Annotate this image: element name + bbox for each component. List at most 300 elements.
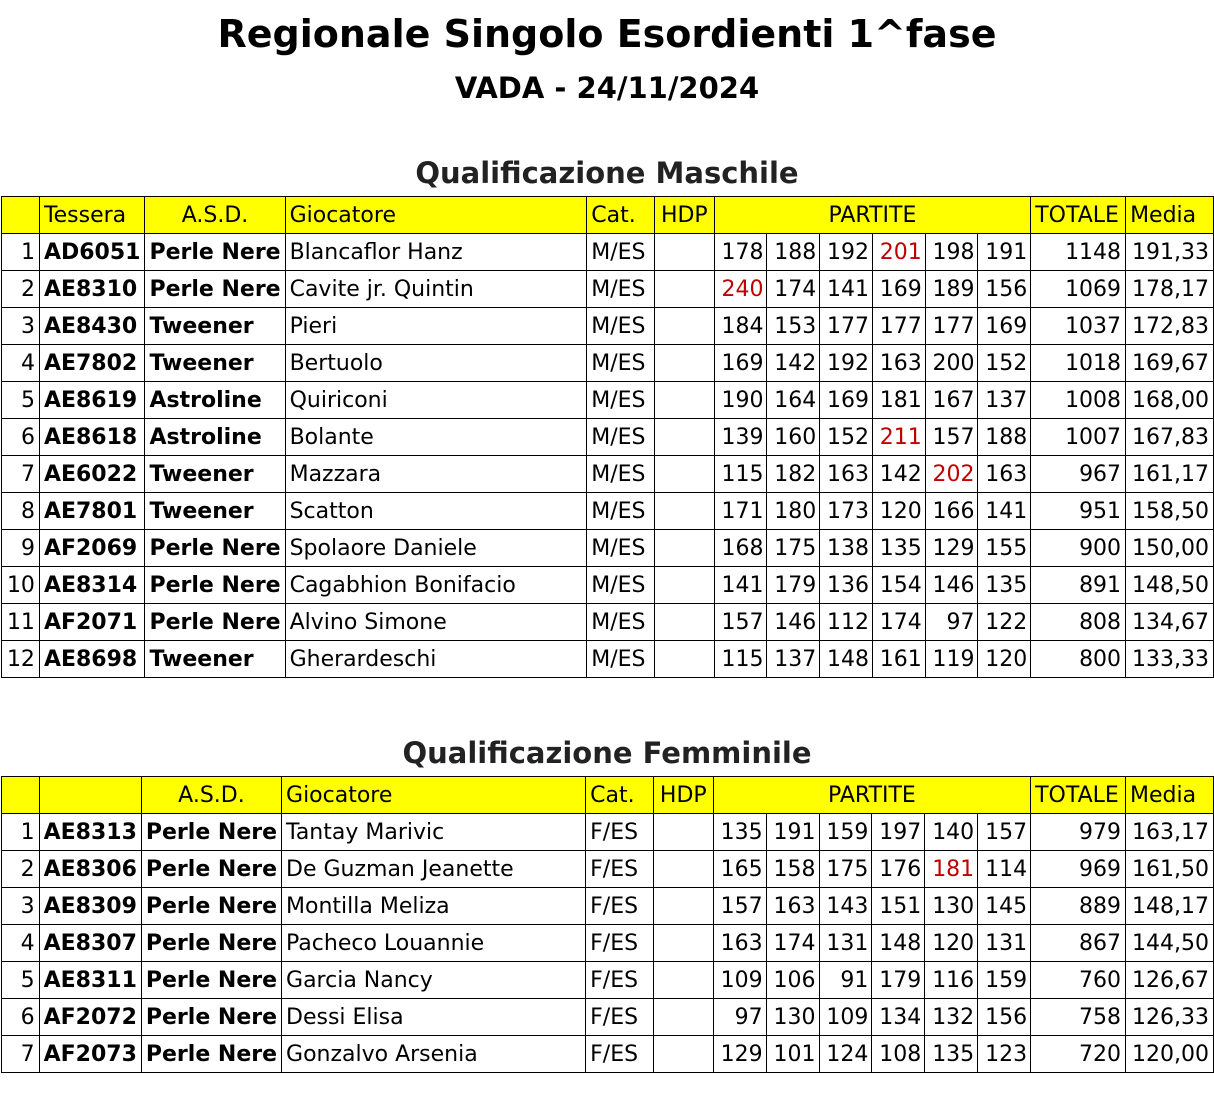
rank-cell: 4 <box>2 925 40 962</box>
hdp-cell <box>654 271 714 308</box>
game-score-cell: 177 <box>872 308 925 345</box>
game-score-cell: 155 <box>978 530 1031 567</box>
game-score-cell: 182 <box>767 456 820 493</box>
hdp-cell <box>654 419 714 456</box>
category-cell: M/ES <box>587 641 655 678</box>
game-score-cell: 169 <box>872 271 925 308</box>
club-cell: Perle Nere <box>141 999 281 1036</box>
game-score-cell: 119 <box>925 641 978 678</box>
total-cell: 967 <box>1031 456 1126 493</box>
game-score-cell: 97 <box>713 999 766 1036</box>
club-cell: Perle Nere <box>141 888 281 925</box>
hdp-cell <box>653 999 713 1036</box>
category-cell: F/ES <box>586 962 654 999</box>
hdp-cell <box>653 1036 713 1073</box>
table-row <box>2 308 1214 345</box>
player-name-cell: Pieri <box>285 308 587 345</box>
game-score-cell: 169 <box>978 308 1031 345</box>
female-section-title: Qualificazione Femminile <box>402 736 812 770</box>
hdp-cell <box>654 641 714 678</box>
game-score-cell: 120 <box>925 925 978 962</box>
game-score-cell: 91 <box>819 962 872 999</box>
hdp-cell <box>654 567 714 604</box>
average-cell: 148,50 <box>1126 567 1214 604</box>
average-cell: 133,33 <box>1126 641 1214 678</box>
average-cell: 167,83 <box>1126 419 1214 456</box>
rank-cell: 2 <box>2 851 40 888</box>
game-score-cell: 114 <box>978 851 1031 888</box>
game-score-cell: 163 <box>872 345 925 382</box>
game-score-cell: 140 <box>925 814 978 851</box>
header-giocatore: Giocatore <box>285 197 587 234</box>
game-score-cell: 177 <box>820 308 873 345</box>
table-row <box>2 345 1214 382</box>
game-score-cell: 157 <box>714 604 767 641</box>
game-score-cell: 109 <box>713 962 766 999</box>
game-score-cell: 154 <box>872 567 925 604</box>
game-score-cell: 145 <box>978 888 1031 925</box>
game-score-cell: 136 <box>820 567 873 604</box>
game-score-cell: 141 <box>820 271 873 308</box>
page-title: Regionale Singolo Esordienti 1^fase <box>217 12 997 56</box>
tessera-cell: AD6051 <box>39 234 145 271</box>
player-name-cell: Tantay Marivic <box>282 814 586 851</box>
player-name-cell: Montilla Meliza <box>282 888 586 925</box>
tessera-cell: AF2069 <box>39 530 145 567</box>
average-cell: 163,17 <box>1126 814 1214 851</box>
game-score-cell: 198 <box>925 234 978 271</box>
tessera-cell: AE8430 <box>39 308 145 345</box>
hdp-cell <box>653 925 713 962</box>
game-score-cell: 116 <box>925 962 978 999</box>
club-cell: Astroline <box>145 419 285 456</box>
game-score-cell: 168 <box>714 530 767 567</box>
game-score-cell: 163 <box>713 925 766 962</box>
event-subtitle: VADA - 24/11/2024 <box>454 71 760 105</box>
player-name-cell: Cavite jr. Quintin <box>285 271 587 308</box>
total-cell: 720 <box>1031 1036 1126 1073</box>
rank-cell: 5 <box>2 382 40 419</box>
category-cell: F/ES <box>586 888 654 925</box>
header-asd: A.S.D. <box>141 777 281 814</box>
total-cell: 1008 <box>1031 382 1126 419</box>
hdp-cell <box>654 456 714 493</box>
hdp-cell <box>653 962 713 999</box>
total-cell: 889 <box>1031 888 1126 925</box>
game-score-cell: 151 <box>872 888 925 925</box>
game-score-cell: 135 <box>713 814 766 851</box>
game-score-cell: 192 <box>820 345 873 382</box>
game-score-cell: 192 <box>820 234 873 271</box>
game-score-cell: 115 <box>714 641 767 678</box>
game-score-cell: 141 <box>714 567 767 604</box>
female-standings-table <box>1 776 1214 1073</box>
header-pos-cell <box>2 777 40 814</box>
category-cell: M/ES <box>587 530 655 567</box>
club-cell: Perle Nere <box>141 925 281 962</box>
game-score-cell: 108 <box>872 1036 925 1073</box>
game-score-cell: 115 <box>714 456 767 493</box>
game-score-cell: 179 <box>767 567 820 604</box>
game-score-cell: 157 <box>978 814 1031 851</box>
rank-cell: 11 <box>2 604 40 641</box>
table-row <box>2 814 1214 851</box>
game-score-cell: 148 <box>820 641 873 678</box>
hdp-cell <box>654 493 714 530</box>
header-partite: PARTITE <box>713 777 1030 814</box>
category-cell: M/ES <box>587 345 655 382</box>
header-tessera: Tessera <box>39 197 145 234</box>
club-cell: Perle Nere <box>145 530 285 567</box>
game-score-cell: 181 <box>925 851 978 888</box>
average-cell: 158,50 <box>1126 493 1214 530</box>
rank-cell: 1 <box>2 814 40 851</box>
category-cell: M/ES <box>587 567 655 604</box>
game-score-cell: 141 <box>978 493 1031 530</box>
total-cell: 808 <box>1031 604 1126 641</box>
game-score-cell: 169 <box>714 345 767 382</box>
table-row <box>2 382 1214 419</box>
header-row <box>2 197 1214 234</box>
game-score-cell: 160 <box>767 419 820 456</box>
game-score-cell: 163 <box>766 888 819 925</box>
game-score-cell: 201 <box>872 234 925 271</box>
club-cell: Perle Nere <box>141 1036 281 1073</box>
game-score-cell: 135 <box>925 1036 978 1073</box>
average-cell: 120,00 <box>1126 1036 1214 1073</box>
total-cell: 800 <box>1031 641 1126 678</box>
total-cell: 1018 <box>1031 345 1126 382</box>
game-score-cell: 146 <box>925 567 978 604</box>
game-score-cell: 131 <box>819 925 872 962</box>
total-cell: 1148 <box>1031 234 1126 271</box>
table-row <box>2 925 1214 962</box>
game-score-cell: 176 <box>872 851 925 888</box>
game-score-cell: 174 <box>872 604 925 641</box>
player-name-cell: Cagabhion Bonifacio <box>285 567 587 604</box>
rank-cell: 7 <box>2 1036 40 1073</box>
game-score-cell: 148 <box>872 925 925 962</box>
header-partite: PARTITE <box>714 197 1031 234</box>
game-score-cell: 165 <box>713 851 766 888</box>
tessera-cell: AE8310 <box>39 271 145 308</box>
player-name-cell: De Guzman Jeanette <box>282 851 586 888</box>
club-cell: Tweener <box>145 456 285 493</box>
game-score-cell: 156 <box>978 999 1031 1036</box>
category-cell: M/ES <box>587 271 655 308</box>
header-media: Media <box>1126 777 1214 814</box>
game-score-cell: 180 <box>767 493 820 530</box>
tessera-cell: AE8698 <box>39 641 145 678</box>
club-cell: Perle Nere <box>141 814 281 851</box>
club-cell: Perle Nere <box>145 567 285 604</box>
tessera-cell: AF2071 <box>39 604 145 641</box>
game-score-cell: 191 <box>766 814 819 851</box>
category-cell: M/ES <box>587 382 655 419</box>
rank-cell: 3 <box>2 888 40 925</box>
game-score-cell: 109 <box>819 999 872 1036</box>
game-score-cell: 240 <box>714 271 767 308</box>
table-row <box>2 493 1214 530</box>
game-score-cell: 179 <box>872 962 925 999</box>
category-cell: M/ES <box>587 456 655 493</box>
game-score-cell: 200 <box>925 345 978 382</box>
rank-cell: 10 <box>2 567 40 604</box>
category-cell: M/ES <box>587 308 655 345</box>
player-name-cell: Alvino Simone <box>285 604 587 641</box>
tessera-cell: AE8314 <box>39 567 145 604</box>
game-score-cell: 164 <box>767 382 820 419</box>
total-cell: 867 <box>1031 925 1126 962</box>
hdp-cell <box>654 234 714 271</box>
header-row <box>2 777 1214 814</box>
game-score-cell: 135 <box>978 567 1031 604</box>
game-score-cell: 138 <box>820 530 873 567</box>
game-score-cell: 202 <box>925 456 978 493</box>
rank-cell: 6 <box>2 419 40 456</box>
game-score-cell: 129 <box>925 530 978 567</box>
player-name-cell: Dessi Elisa <box>282 999 586 1036</box>
hdp-cell <box>654 530 714 567</box>
rank-cell: 9 <box>2 530 40 567</box>
table-row <box>2 999 1214 1036</box>
club-cell: Perle Nere <box>145 271 285 308</box>
male-section-title: Qualificazione Maschile <box>415 156 799 190</box>
hdp-cell <box>653 851 713 888</box>
game-score-cell: 174 <box>766 925 819 962</box>
game-score-cell: 106 <box>766 962 819 999</box>
club-cell: Perle Nere <box>141 851 281 888</box>
game-score-cell: 159 <box>978 962 1031 999</box>
game-score-cell: 175 <box>819 851 872 888</box>
game-score-cell: 156 <box>978 271 1031 308</box>
rank-cell: 2 <box>2 271 40 308</box>
game-score-cell: 123 <box>978 1036 1031 1073</box>
average-cell: 161,17 <box>1126 456 1214 493</box>
game-score-cell: 173 <box>820 493 873 530</box>
header-giocatore: Giocatore <box>282 777 586 814</box>
game-score-cell: 97 <box>925 604 978 641</box>
game-score-cell: 157 <box>925 419 978 456</box>
total-cell: 979 <box>1031 814 1126 851</box>
game-score-cell: 171 <box>714 493 767 530</box>
game-score-cell: 120 <box>978 641 1031 678</box>
tessera-cell: AE7802 <box>39 345 145 382</box>
player-name-cell: Garcia Nancy <box>282 962 586 999</box>
tessera-cell: AE8618 <box>39 419 145 456</box>
category-cell: F/ES <box>586 925 654 962</box>
game-score-cell: 142 <box>872 456 925 493</box>
average-cell: 144,50 <box>1126 925 1214 962</box>
game-score-cell: 174 <box>767 271 820 308</box>
header-totale: TOTALE <box>1031 197 1126 234</box>
club-cell: Tweener <box>145 493 285 530</box>
game-score-cell: 197 <box>872 814 925 851</box>
game-score-cell: 188 <box>767 234 820 271</box>
average-cell: 134,67 <box>1126 604 1214 641</box>
header-totale: TOTALE <box>1031 777 1126 814</box>
header-cat: Cat. <box>587 197 655 234</box>
club-cell: Astroline <box>145 382 285 419</box>
hdp-cell <box>654 345 714 382</box>
rank-cell: 7 <box>2 456 40 493</box>
player-name-cell: Gonzalvo Arsenia <box>282 1036 586 1073</box>
game-score-cell: 146 <box>767 604 820 641</box>
total-cell: 951 <box>1031 493 1126 530</box>
header-hdp: HDP <box>653 777 713 814</box>
game-score-cell: 163 <box>978 456 1031 493</box>
club-cell: Tweener <box>145 345 285 382</box>
game-score-cell: 163 <box>820 456 873 493</box>
game-score-cell: 137 <box>978 382 1031 419</box>
total-cell: 1069 <box>1031 271 1126 308</box>
game-score-cell: 159 <box>819 814 872 851</box>
game-score-cell: 181 <box>872 382 925 419</box>
total-cell: 891 <box>1031 567 1126 604</box>
header-asd: A.S.D. <box>145 197 285 234</box>
average-cell: 161,50 <box>1126 851 1214 888</box>
game-score-cell: 167 <box>925 382 978 419</box>
game-score-cell: 211 <box>872 419 925 456</box>
table-row <box>2 888 1214 925</box>
rank-cell: 3 <box>2 308 40 345</box>
game-score-cell: 152 <box>978 345 1031 382</box>
club-cell: Perle Nere <box>141 962 281 999</box>
table-row <box>2 641 1214 678</box>
category-cell: F/ES <box>586 814 654 851</box>
game-score-cell: 112 <box>820 604 873 641</box>
total-cell: 969 <box>1031 851 1126 888</box>
average-cell: 172,83 <box>1126 308 1214 345</box>
club-cell: Perle Nere <box>145 234 285 271</box>
player-name-cell: Bertuolo <box>285 345 587 382</box>
player-name-cell: Blancaflor Hanz <box>285 234 587 271</box>
tessera-cell: AE7801 <box>39 493 145 530</box>
average-cell: 178,17 <box>1126 271 1214 308</box>
rank-cell: 5 <box>2 962 40 999</box>
table-row <box>2 962 1214 999</box>
table-row <box>2 604 1214 641</box>
total-cell: 900 <box>1031 530 1126 567</box>
game-score-cell: 143 <box>819 888 872 925</box>
game-score-cell: 139 <box>714 419 767 456</box>
game-score-cell: 130 <box>766 999 819 1036</box>
player-name-cell: Scatton <box>285 493 587 530</box>
club-cell: Perle Nere <box>145 604 285 641</box>
game-score-cell: 189 <box>925 271 978 308</box>
table-row <box>2 567 1214 604</box>
total-cell: 760 <box>1031 962 1126 999</box>
tessera-cell: AF2073 <box>39 1036 141 1073</box>
header-tessera-empty <box>39 777 141 814</box>
table-row <box>2 530 1214 567</box>
rank-cell: 12 <box>2 641 40 678</box>
average-cell: 126,67 <box>1126 962 1214 999</box>
game-score-cell: 184 <box>714 308 767 345</box>
game-score-cell: 157 <box>713 888 766 925</box>
tessera-cell: AE6022 <box>39 456 145 493</box>
game-score-cell: 153 <box>767 308 820 345</box>
game-score-cell: 124 <box>819 1036 872 1073</box>
tessera-cell: AE8309 <box>39 888 141 925</box>
header-cat: Cat. <box>586 777 654 814</box>
game-score-cell: 191 <box>978 234 1031 271</box>
header-media: Media <box>1126 197 1214 234</box>
game-score-cell: 134 <box>872 999 925 1036</box>
game-score-cell: 166 <box>925 493 978 530</box>
average-cell: 169,67 <box>1126 345 1214 382</box>
tessera-cell: AE8619 <box>39 382 145 419</box>
player-name-cell: Pacheco Louannie <box>282 925 586 962</box>
category-cell: M/ES <box>587 604 655 641</box>
game-score-cell: 132 <box>925 999 978 1036</box>
table-row <box>2 456 1214 493</box>
game-score-cell: 152 <box>820 419 873 456</box>
rank-cell: 4 <box>2 345 40 382</box>
game-score-cell: 135 <box>872 530 925 567</box>
game-score-cell: 169 <box>820 382 873 419</box>
game-score-cell: 129 <box>713 1036 766 1073</box>
total-cell: 1037 <box>1031 308 1126 345</box>
average-cell: 126,33 <box>1126 999 1214 1036</box>
rank-cell: 6 <box>2 999 40 1036</box>
average-cell: 148,17 <box>1126 888 1214 925</box>
game-score-cell: 178 <box>714 234 767 271</box>
table-row <box>2 271 1214 308</box>
player-name-cell: Spolaore Daniele <box>285 530 587 567</box>
category-cell: M/ES <box>587 419 655 456</box>
game-score-cell: 177 <box>925 308 978 345</box>
tessera-cell: AF2072 <box>39 999 141 1036</box>
hdp-cell <box>653 814 713 851</box>
average-cell: 150,00 <box>1126 530 1214 567</box>
tessera-cell: AE8313 <box>39 814 141 851</box>
category-cell: F/ES <box>586 999 654 1036</box>
total-cell: 1007 <box>1031 419 1126 456</box>
club-cell: Tweener <box>145 641 285 678</box>
table-row <box>2 234 1214 271</box>
game-score-cell: 188 <box>978 419 1031 456</box>
category-cell: M/ES <box>587 234 655 271</box>
tessera-cell: AE8307 <box>39 925 141 962</box>
game-score-cell: 120 <box>872 493 925 530</box>
game-score-cell: 122 <box>978 604 1031 641</box>
table-row <box>2 851 1214 888</box>
category-cell: M/ES <box>587 493 655 530</box>
game-score-cell: 161 <box>872 641 925 678</box>
hdp-cell <box>654 604 714 641</box>
tessera-cell: AE8311 <box>39 962 141 999</box>
player-name-cell: Bolante <box>285 419 587 456</box>
male-standings-table <box>1 196 1214 678</box>
game-score-cell: 142 <box>767 345 820 382</box>
header-hdp: HDP <box>654 197 714 234</box>
category-cell: F/ES <box>586 1036 654 1073</box>
table-row <box>2 419 1214 456</box>
rank-cell: 1 <box>2 234 40 271</box>
average-cell: 168,00 <box>1126 382 1214 419</box>
game-score-cell: 130 <box>925 888 978 925</box>
hdp-cell <box>654 382 714 419</box>
category-cell: F/ES <box>586 851 654 888</box>
game-score-cell: 175 <box>767 530 820 567</box>
hdp-cell <box>653 888 713 925</box>
game-score-cell: 137 <box>767 641 820 678</box>
club-cell: Tweener <box>145 308 285 345</box>
game-score-cell: 190 <box>714 382 767 419</box>
tessera-cell: AE8306 <box>39 851 141 888</box>
game-score-cell: 101 <box>766 1036 819 1073</box>
